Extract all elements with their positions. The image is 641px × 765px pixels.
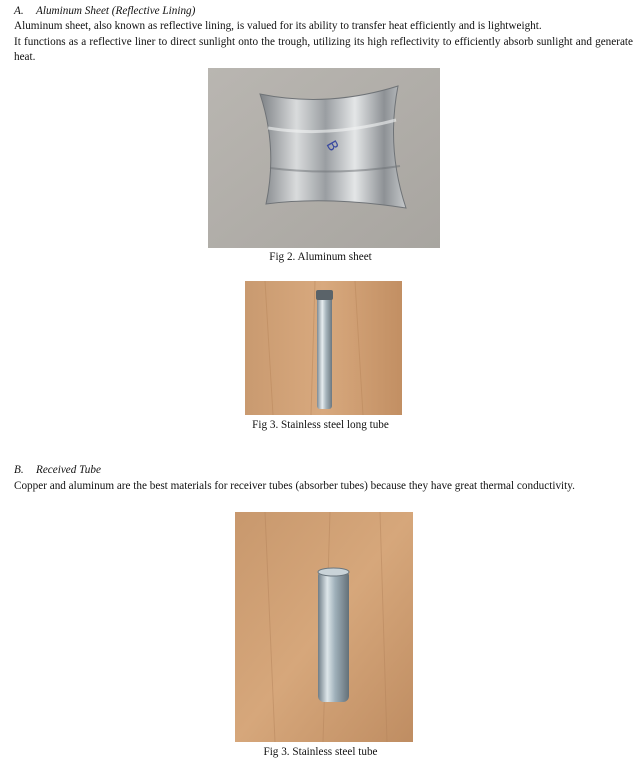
section-a-heading: [14, 4, 195, 19]
fig3-tube-caption: Fig 3. Stainless steel tube: [263, 746, 378, 758]
stainless-long-tube-photo: [245, 281, 402, 415]
section-a-title: Aluminum Sheet (Reflective Lining): [36, 5, 196, 17]
section-b-paragraph-1: Copper and aluminum are the best materials for receiver tubes (absorber tubes) because they have great thermal conductivity.: [14, 480, 575, 492]
section-b-title: Received Tube: [36, 464, 101, 476]
section-a-paragraph-2: It functions as a reflective liner to direct sunlight onto the trough, utilizing its high reflectivity to efficiently absorb sunlight and generate heat.: [14, 36, 633, 63]
fig2-caption: Fig 2. Aluminum sheet: [269, 251, 372, 263]
aluminum-sheet-photo: [208, 68, 440, 248]
section-a-number: A.: [14, 5, 24, 17]
stainless-tube-photo: [235, 512, 413, 742]
svg-text:B: B: [322, 138, 342, 155]
fig3-long-tube-caption: Fig 3. Stainless steel long tube: [252, 419, 389, 431]
section-a-paragraph-1: Aluminum sheet, also known as reflective lining, is valued for its ability to transfer heat efficiently and is lightweight.: [14, 20, 542, 32]
section-b-number: B.: [14, 464, 24, 476]
section-b-heading: [14, 463, 101, 478]
